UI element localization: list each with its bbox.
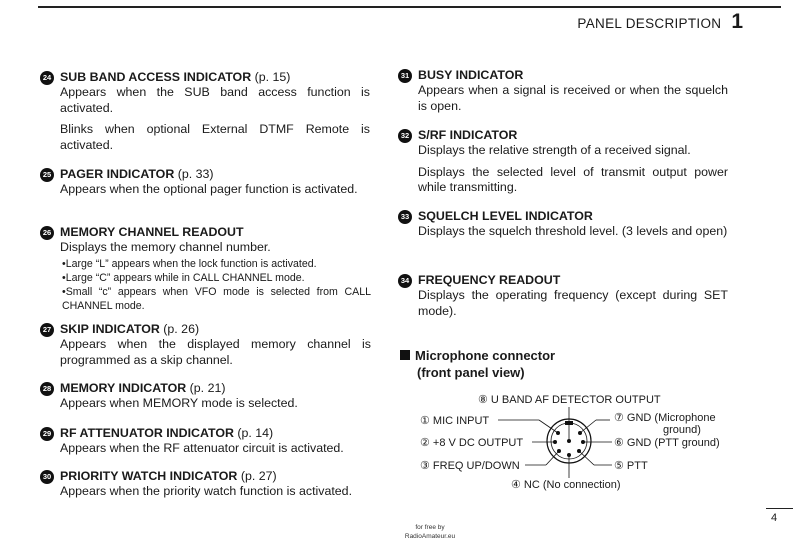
item-number-badge: 27: [40, 323, 54, 337]
section-title: PANEL DESCRIPTION: [577, 16, 722, 31]
entry-description: Appears when the displayed memory channel is programmed as a skip channel.: [60, 337, 371, 367]
bullet-item: •Large “L” appears when the lock function is activated.: [62, 257, 317, 270]
entry-title: BUSY INDICATOR: [418, 68, 524, 82]
bullet-item: •Small “c” appears when VFO mode is selected from CALL CHANNEL mode.: [62, 285, 371, 312]
entry-title: SUB BAND ACCESS INDICATOR: [60, 70, 252, 84]
item-number-badge: 26: [40, 226, 54, 240]
pin-6-label: ⑥ GND (PTT ground): [614, 437, 720, 449]
entry-title: S/RF INDICATOR: [418, 128, 518, 142]
page-number-rule: [766, 508, 793, 509]
entry-description: Displays the squelch threshold level. (3 levels and open): [418, 224, 728, 238]
entry-description: Appears when the optional pager function is activated.: [60, 182, 358, 196]
entry-description: Displays the relative strength of a received signal.: [418, 143, 691, 157]
entry-title: SQUELCH LEVEL INDICATOR: [418, 209, 593, 223]
item-number-badge: 33: [398, 210, 412, 224]
heading-subtext: (front panel view): [417, 365, 525, 380]
footer-site: RadioAmateur.eu: [404, 533, 456, 540]
entry-description: Appears when MEMORY mode is selected.: [60, 396, 298, 410]
heading-text: Microphone connector: [415, 348, 556, 363]
entry-page-ref: (p. 21): [186, 381, 226, 395]
bullet-item: •Large “C” appears while in CALL CHANNEL mode.: [62, 271, 305, 284]
pin-7-label-cont: ground): [663, 424, 701, 436]
entry-description: Displays the selected level of transmit output power while transmitting.: [418, 164, 728, 194]
entry-title: RF ATTENUATOR INDICATOR: [60, 426, 234, 440]
entry-title: MEMORY CHANNEL READOUT: [60, 225, 244, 239]
item-number-badge: 34: [398, 274, 412, 288]
entry-description: Displays the operating frequency (except during SET mode).: [418, 288, 728, 318]
item-number-badge: 25: [40, 168, 54, 182]
item-number-badge: 28: [40, 382, 54, 396]
entry-page-ref: (p. 15): [251, 70, 291, 84]
pin-5-label: ⑤ PTT: [614, 460, 648, 472]
entry-title: PAGER INDICATOR: [60, 167, 175, 181]
entry-description: Appears when the SUB band access function is activated.: [60, 85, 370, 115]
entry-page-ref: (p. 33): [174, 167, 214, 181]
entry-title: MEMORY INDICATOR: [60, 381, 187, 395]
item-number-badge: 32: [398, 129, 412, 143]
entry-page-ref: (p. 27): [237, 469, 277, 483]
pin-3-label: ③ FREQ UP/DOWN: [420, 460, 520, 472]
pin-7-label: ⑦ GND (Microphone: [614, 412, 716, 424]
entry-title: PRIORITY WATCH INDICATOR: [60, 469, 238, 483]
pin-2-label: ② +8 V DC OUTPUT: [420, 437, 524, 449]
pin-4-label: ④ NC (No connection): [511, 479, 621, 491]
entry-description: Appears when a signal is received or when the squelch is open.: [418, 83, 728, 113]
entry-page-ref: (p. 14): [233, 426, 274, 440]
pin-8-label: ⑧ U BAND AF DETECTOR OUTPUT: [478, 394, 661, 406]
pin-8-dot: [567, 439, 571, 443]
entry-description: Appears when the RF attenuator circuit is activated.: [60, 441, 344, 455]
item-number-badge: 30: [40, 470, 54, 484]
item-number-badge: 29: [40, 427, 54, 441]
entry-title: SKIP INDICATOR: [60, 322, 160, 336]
item-number-badge: 31: [398, 69, 412, 83]
footer-credit: for free by: [415, 524, 445, 531]
entry-description: Displays the memory channel number.: [60, 240, 271, 254]
entry-description: Blinks when optional External DTMF Remote is activated.: [60, 122, 370, 152]
entry-description: Appears when the priority watch function is activated.: [60, 484, 353, 498]
pin-1-label: ① MIC INPUT: [420, 415, 490, 427]
page-number: 4: [771, 512, 778, 524]
entry-title: FREQUENCY READOUT: [418, 273, 561, 287]
entry-page-ref: (p. 26): [159, 322, 200, 336]
chapter-number: 1: [731, 10, 743, 33]
item-number-badge: 24: [40, 71, 54, 85]
